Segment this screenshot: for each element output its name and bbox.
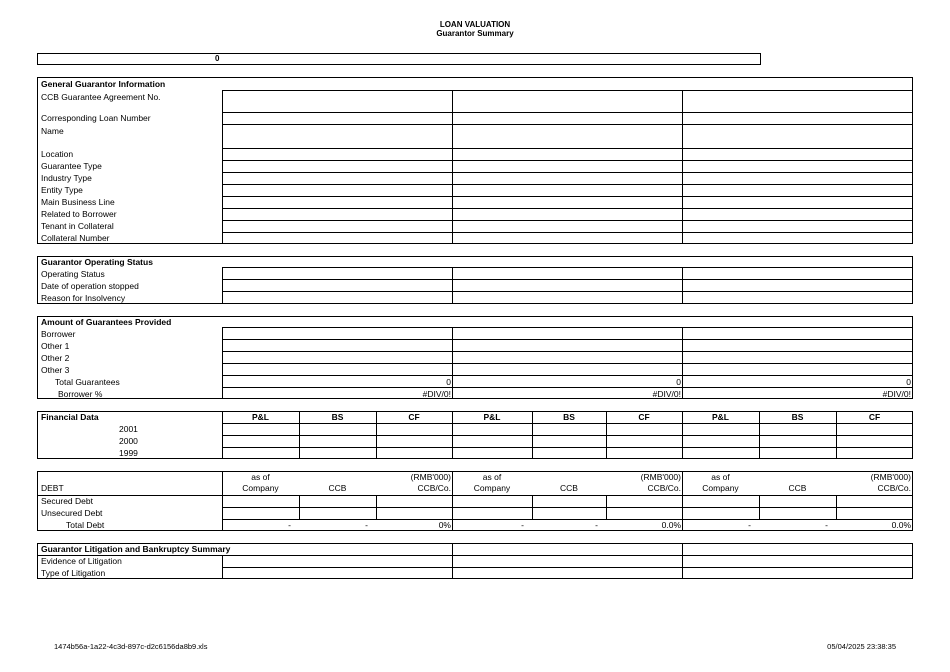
total-debt-company: - <box>748 520 751 530</box>
total-debt-pct: 0% <box>438 520 451 530</box>
debt-col-ccbco: CCB/Co. <box>647 483 681 493</box>
borrower-pct-value: #DIV/0! <box>882 389 911 399</box>
row-label-other-3: Other 3 <box>41 365 70 375</box>
row-label-secured-debt: Secured Debt <box>41 496 93 506</box>
row-label-business-line: Main Business Line <box>41 197 115 207</box>
guarantor-name-field[interactable] <box>37 53 761 65</box>
debt-as-of: as of <box>711 472 730 482</box>
total-debt-company: - <box>288 520 291 530</box>
total-debt-company: - <box>521 520 524 530</box>
operating-status-section <box>37 256 913 304</box>
debt-col-company: Company <box>473 483 511 493</box>
footer-filename: 1474b56a-1a22-4c3d-897c-d2c6156da8b9.xls <box>54 642 208 651</box>
row-label-tenant-collateral: Tenant in Collateral <box>41 221 114 231</box>
row-label-industry-type: Industry Type <box>41 173 92 183</box>
debt-as-of: as of <box>482 472 502 482</box>
debt-col-ccbco: CCB/Co. <box>877 483 911 493</box>
row-label-name: Name <box>41 126 64 136</box>
total-guarantees-value: 0 <box>676 377 681 387</box>
row-label-total-debt: Total Debt <box>66 520 105 530</box>
col-head-bs: BS <box>331 412 344 422</box>
general-info-heading: General Guarantor Information <box>41 79 166 89</box>
total-debt-ccb: - <box>365 520 368 530</box>
col-head-bs: BS <box>791 412 804 422</box>
debt-col-company: Company <box>702 483 739 493</box>
total-guarantees-value: 0 <box>906 377 911 387</box>
debt-col-company: Company <box>242 483 279 493</box>
debt-col-ccb: CCB <box>788 483 807 493</box>
row-label-entity-type: Entity Type <box>41 185 83 195</box>
debt-col-ccb: CCB <box>328 483 347 493</box>
row-label-loan-number: Corresponding Loan Number <box>41 113 151 123</box>
col-head-pl: P&L <box>712 412 729 422</box>
debt-currency-note: (RMB'000) <box>640 472 681 482</box>
col-head-cf: CF <box>868 412 881 422</box>
row-label-date-stopped: Date of operation stopped <box>41 281 139 291</box>
row-label-collateral-number: Collateral Number <box>41 233 110 243</box>
row-label-total-guarantees: Total Guarantees <box>55 377 120 387</box>
row-label-borrower-pct: Borrower % <box>58 389 103 399</box>
row-label-ccb-agreement: CCB Guarantee Agreement No. <box>41 92 161 102</box>
col-head-pl: P&L <box>483 412 501 422</box>
page-subtitle: Guarantor Summary <box>436 29 514 38</box>
debt-col-ccb: CCB <box>560 483 578 493</box>
row-label-operating-status: Operating Status <box>41 269 105 279</box>
litigation-heading: Guarantor Litigation and Bankruptcy Summary <box>41 544 231 554</box>
total-debt-pct: 0.0% <box>661 520 681 530</box>
row-label-other-1: Other 1 <box>41 341 70 351</box>
financial-data-heading: Financial Data <box>41 412 99 422</box>
debt-as-of: as of <box>251 472 270 482</box>
row-label-related-borrower: Related to Borrower <box>41 209 117 219</box>
debt-heading: DEBT <box>41 483 64 493</box>
footer-timestamp: 05/04/2025 23:38:35 <box>827 642 896 651</box>
total-debt-ccb: - <box>595 520 598 530</box>
debt-currency-note: (RMB'000) <box>410 472 451 482</box>
page-title: LOAN VALUATION <box>439 20 511 29</box>
row-label-location: Location <box>41 149 74 159</box>
debt-currency-note: (RMB'000) <box>870 472 911 482</box>
borrower-pct-value: #DIV/0! <box>652 389 681 399</box>
borrower-pct-value: #DIV/0! <box>422 389 451 399</box>
row-label-guarantee-type: Guarantee Type <box>41 161 102 171</box>
debt-col-ccbco: CCB/Co. <box>417 483 451 493</box>
row-label-type-litigation: Type of Litigation <box>41 568 106 578</box>
total-debt-ccb: - <box>825 520 828 530</box>
year-label: 1999 <box>119 448 138 458</box>
guarantees-heading: Amount of Guarantees Provided <box>41 317 172 327</box>
year-label: 2000 <box>119 436 138 446</box>
top-field-value: 0 <box>215 54 220 63</box>
total-debt-pct: 0.0% <box>891 520 911 530</box>
row-label-evidence-litigation: Evidence of Litigation <box>41 556 122 566</box>
row-label-borrower: Borrower <box>41 329 76 339</box>
row-label-unsecured-debt: Unsecured Debt <box>41 508 103 518</box>
col-head-cf: CF <box>408 412 420 422</box>
row-label-reason-insolvency: Reason for Insolvency <box>41 293 126 303</box>
col-head-bs: BS <box>563 412 575 422</box>
operating-status-heading: Guarantor Operating Status <box>41 257 153 267</box>
total-guarantees-value: 0 <box>446 377 451 387</box>
row-label-other-2: Other 2 <box>41 353 70 363</box>
col-head-pl: P&L <box>252 412 269 422</box>
year-label: 2001 <box>119 424 138 434</box>
col-head-cf: CF <box>638 412 650 422</box>
